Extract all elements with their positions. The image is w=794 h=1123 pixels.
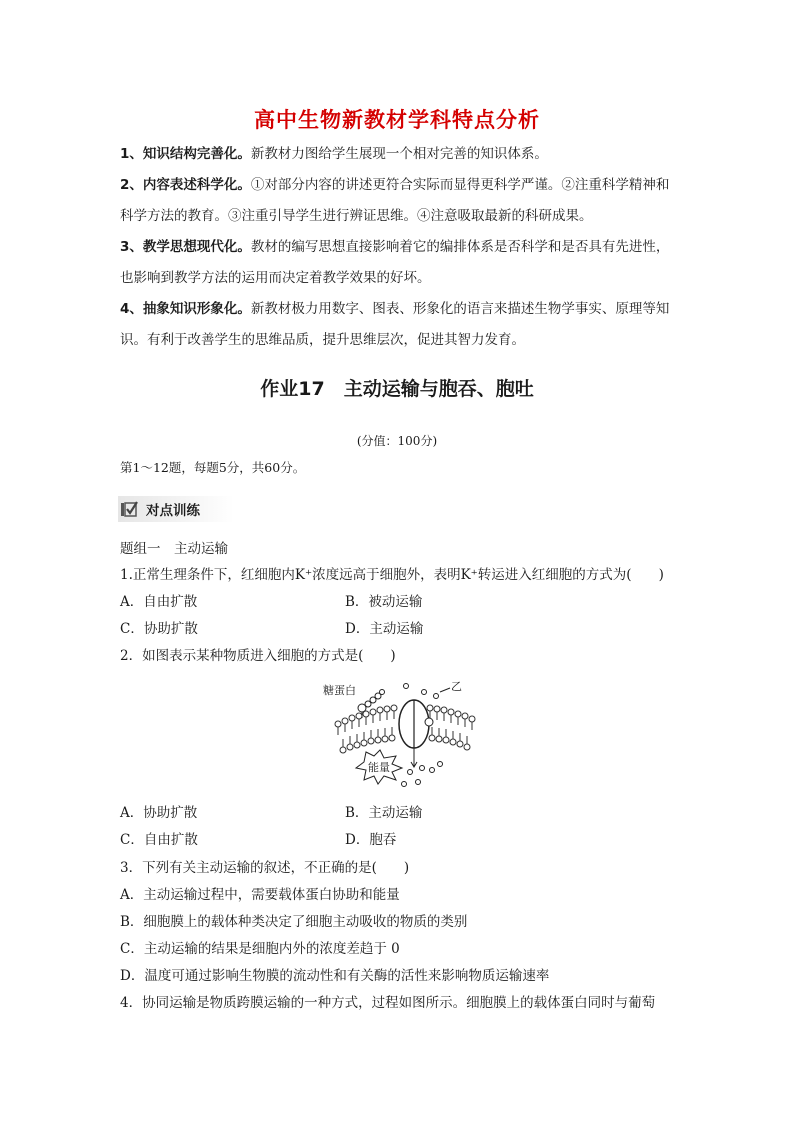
q1-option-a: A．自由扩散 xyxy=(120,594,198,610)
scoring-intro: 第1～12题，每题5分，共60分。 xyxy=(120,460,306,475)
feature-3 xyxy=(120,232,680,294)
question-1-stem: 1.正常生理条件下，红细胞内K⁺浓度远高于细胞外，表明K⁺转运进入红细胞的方式为( ) xyxy=(120,567,664,583)
page-title: 高中生物新教材学科特点分析 xyxy=(254,108,540,132)
checkmark-icon xyxy=(120,501,138,517)
group-heading: 题组一 主动运输 xyxy=(120,541,228,557)
section-header xyxy=(118,496,234,522)
q3-option-c: C．主动运输的结果是细胞内外的浓度差趋于 0 xyxy=(120,941,400,957)
homework-title: 作业17 主动运输与胞吞、胞吐 xyxy=(260,378,534,400)
q2-option-c: C．自由扩散 xyxy=(120,832,198,848)
q1-option-b: B．被动运输 xyxy=(345,594,423,610)
feature-4 xyxy=(120,294,680,356)
q2-option-b: B．主动运输 xyxy=(345,805,423,821)
question-2-stem: 2．如图表示某种物质进入细胞的方式是( ) xyxy=(120,648,396,664)
feature-3-text: 教材的编写思想直接影响着它的编排体系是否科学和是否具有先进性，也影响到教学方法的运用而决定着教学效果的好坏。 xyxy=(120,239,670,286)
energy-burst xyxy=(356,750,402,784)
membrane-transport-diagram xyxy=(318,672,488,792)
q2-option-a: A．协助扩散 xyxy=(120,805,198,821)
energy-label: 能量 xyxy=(368,761,390,774)
feature-2-text: ①对部分内容的讲述更符合实际而显得更科学严谨。②注重科学精神和科学方法的教育。③注重引导学生进行辨证思维。④注意吸取最新的科研成果。 xyxy=(120,177,670,224)
q3-option-b: B．细胞膜上的载体种类决定了细胞主动吸收的物质的类别 xyxy=(120,914,468,930)
q1-option-c: C．协助扩散 xyxy=(120,621,198,637)
q3-option-a: A．主动运输过程中，需要载体蛋白协助和能量 xyxy=(120,887,400,903)
feature-1-label: 1、知识结构完善化。 xyxy=(120,146,251,162)
q2-option-d: D．胞吞 xyxy=(345,832,397,848)
q1-option-d: D．主动运输 xyxy=(345,621,424,637)
section-label: 对点训练 xyxy=(146,503,200,519)
question-3-stem: 3．下列有关主动运输的叙述，不正确的是( ) xyxy=(120,860,410,876)
feature-1-text: 新教材力图给学生展现一个相对完善的知识体系。 xyxy=(250,146,548,162)
feature-4-text: 新教材极力用数字、图表、形象化的语言来描述生物学事实、原理等知识。有利于改善学生的思维品质，提升思维层次，促进其智力发育。 xyxy=(120,301,670,348)
feature-4-label: 4、抽象知识形象化。 xyxy=(120,301,251,317)
q3-option-d: D．温度可通过影响生物膜的流动性和有关酶的活性来影响物质运输速率 xyxy=(120,968,550,984)
glycoprotein-label: 糖蛋白 xyxy=(323,684,356,697)
feature-2-label: 2、内容表述科学化。 xyxy=(120,177,251,193)
substance-label: 乙 xyxy=(451,680,462,693)
question-4-stem: 4．协同运输是物质跨膜运输的一种方式，过程如图所示。细胞膜上的载体蛋白同时与葡萄 xyxy=(120,995,656,1011)
score-note: (分值：100分) xyxy=(356,434,438,448)
feature-3-label: 3、教学思想现代化。 xyxy=(120,239,251,255)
feature-1 xyxy=(120,139,680,170)
feature-2 xyxy=(120,170,680,232)
